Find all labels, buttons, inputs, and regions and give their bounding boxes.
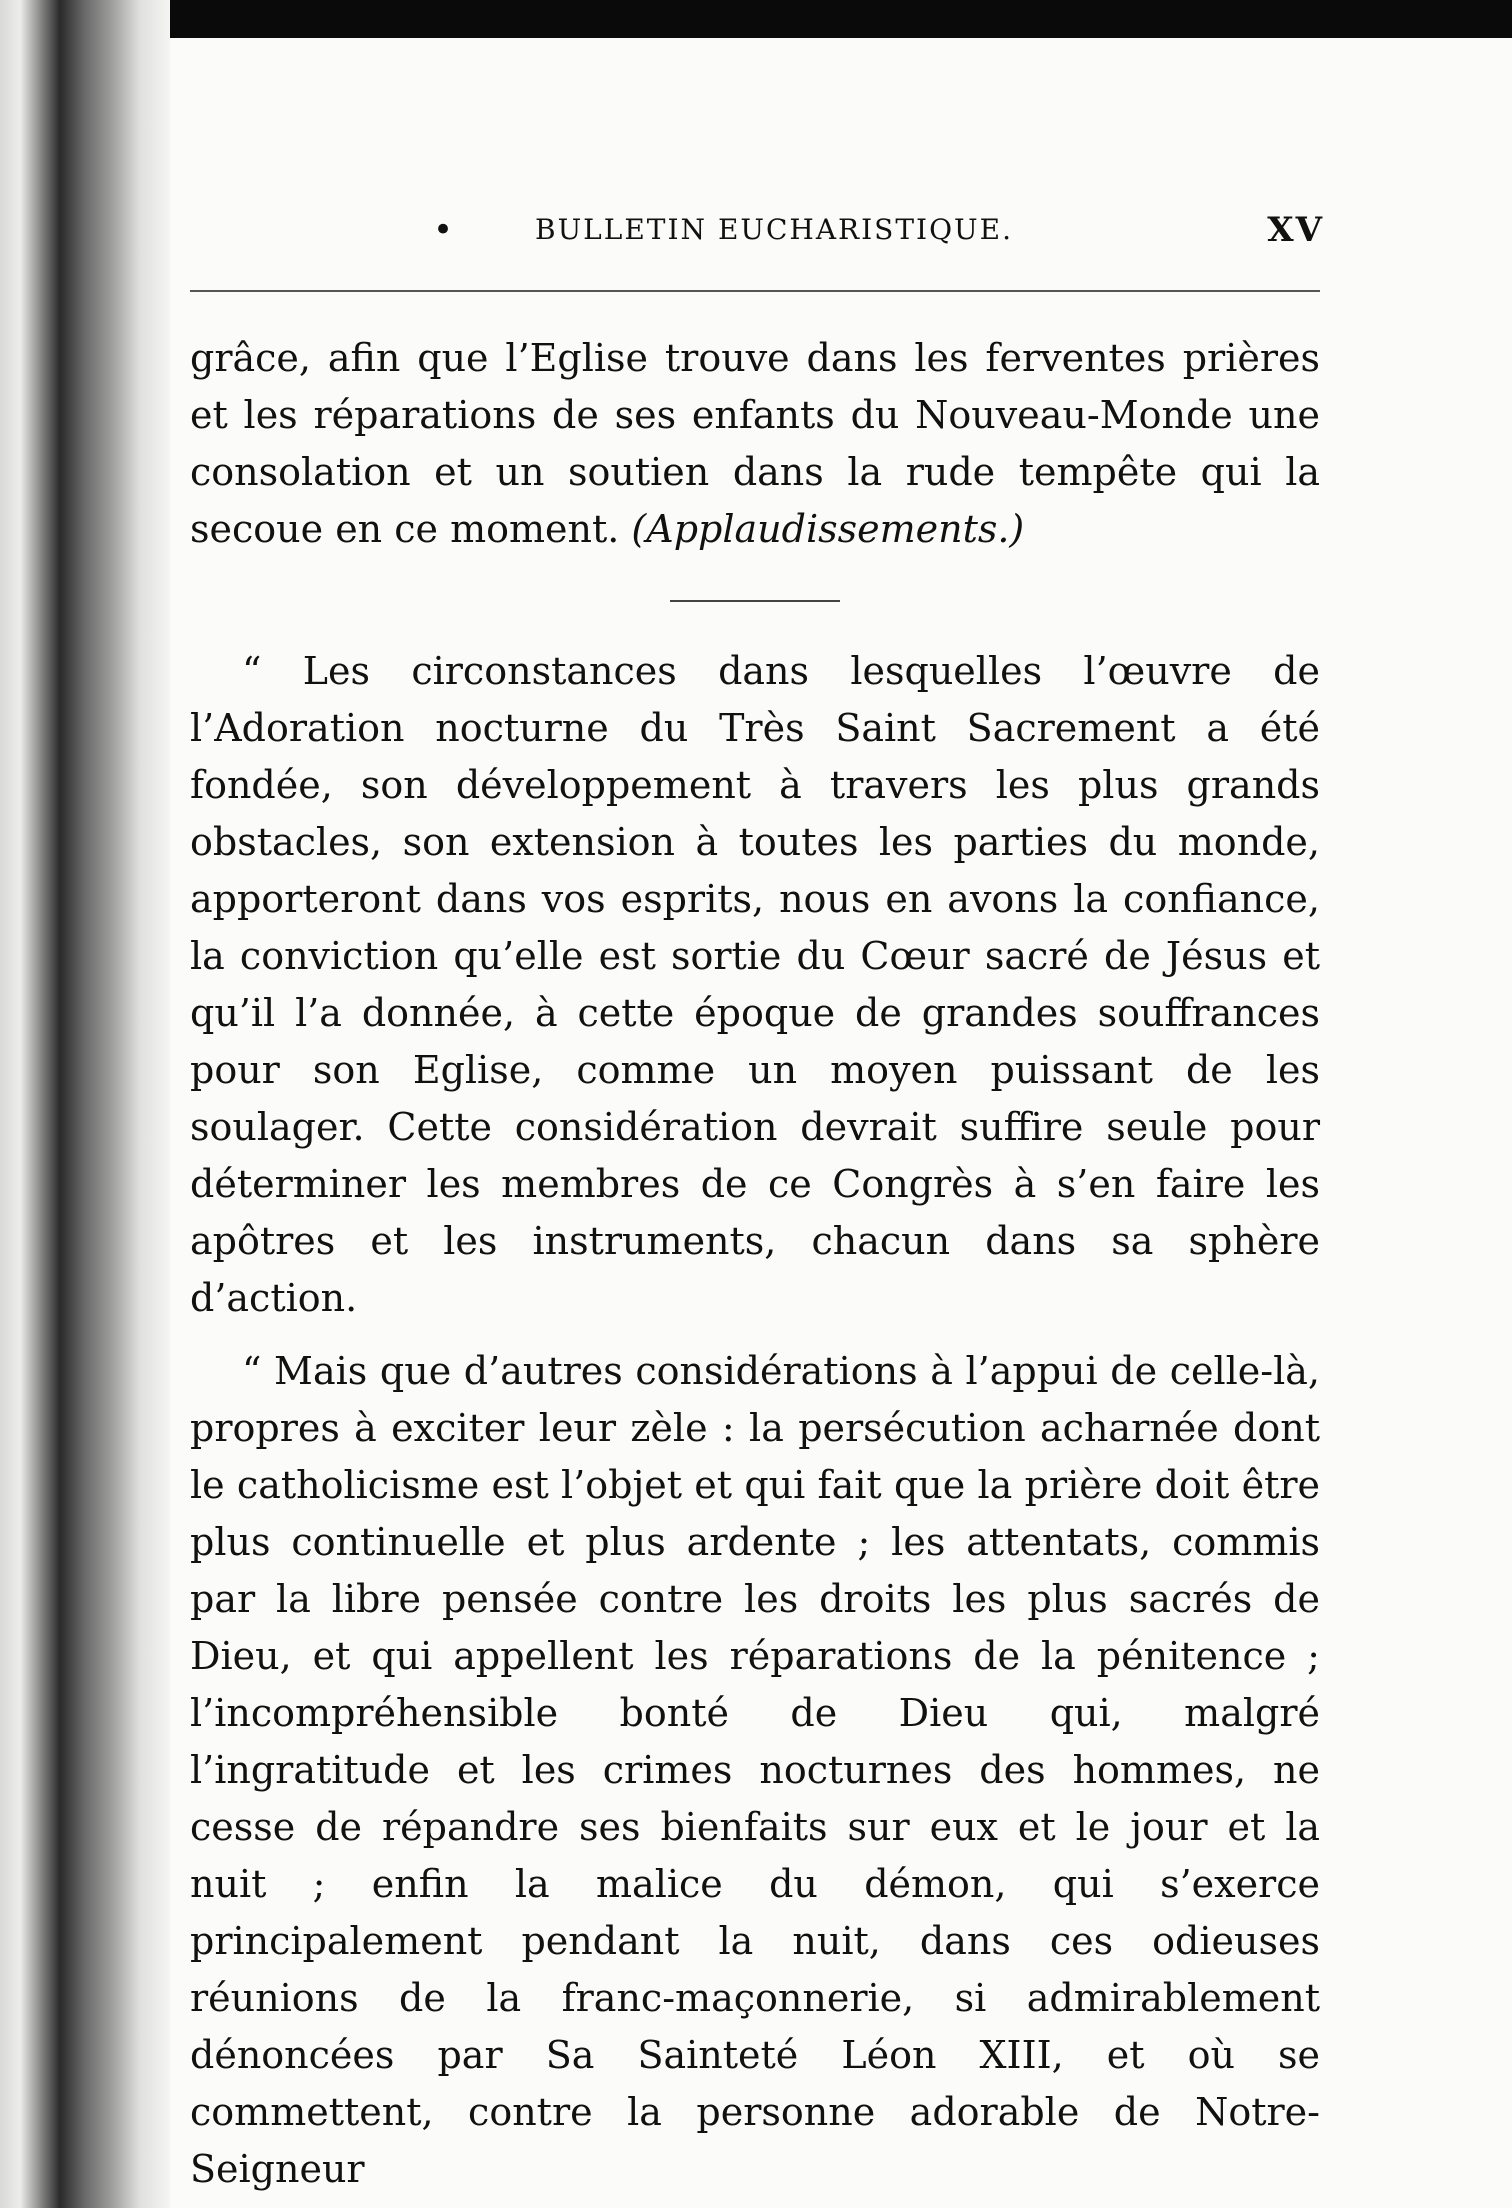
page-number: XV bbox=[1267, 210, 1324, 250]
running-title: BULLETIN EUCHARISTIQUE. bbox=[535, 213, 1013, 246]
body-text bbox=[190, 330, 1320, 2198]
header-rule bbox=[190, 290, 1320, 292]
section-separator bbox=[670, 600, 840, 602]
paragraph-1-text: grâce, afin que l’Eglise trouve dans les ferventes prières et les réparations de ses enfants du Nouveau-Monde une consolation et un soutien dans la rude tempête qui la secoue en ce moment. bbox=[190, 336, 1320, 551]
paragraph-1 bbox=[190, 330, 1320, 558]
book-gutter bbox=[0, 0, 170, 2208]
header-dot: • bbox=[433, 210, 454, 250]
paragraph-gap bbox=[190, 1327, 1320, 1343]
paragraph-3: “ Mais que d’autres considérations à l’appui de celle-là, propres à exciter leur zèle : la persécution acharnée dont le catholicisme est l’objet et qui fait que la prière doit être plus continuelle et plus ardente ; les attentats, commis par la libre pensée contre les droits les plus sacrés de Dieu, et qui appellent les réparations de la pénitence ; l’incompréhensible bonté de Dieu qui, malgré l’ingratitude et les crimes nocturnes des hommes, ne cesse de répandre ses bienfaits sur eux et le jour et la nuit ; enfin la malice du démon, qui s’exerce principalement pendant la nuit, dans ces odieuses réunions de la franc-maçonnerie, si admirablement dénoncées par Sa Sainteté Léon XIII, et où se commettent, contre la personne adorable de Notre-Seigneur bbox=[190, 1349, 1320, 2191]
applause-note: (Applaudissements.) bbox=[631, 507, 1025, 551]
paragraph-2: “ Les circonstances dans lesquelles l’œuvre de l’Adoration nocturne du Très Saint Sacrement a été fondée, son développement à travers les plus grands obstacles, son extension à toutes les parties du monde, apporteront dans vos esprits, nous en avons la confiance, la conviction qu’elle est sortie du Cœur sacré de Jésus et qu’il l’a donnée, à cette époque de grandes souffrances pour son Eglise, comme un moyen puissant de les soulager. Cette considération devrait suffire seule pour déterminer les membres de ce Congrès à s’en faire les apôtres et les instruments, chacun dans sa sphère d’action. bbox=[190, 649, 1320, 1320]
page-header bbox=[190, 205, 1340, 255]
